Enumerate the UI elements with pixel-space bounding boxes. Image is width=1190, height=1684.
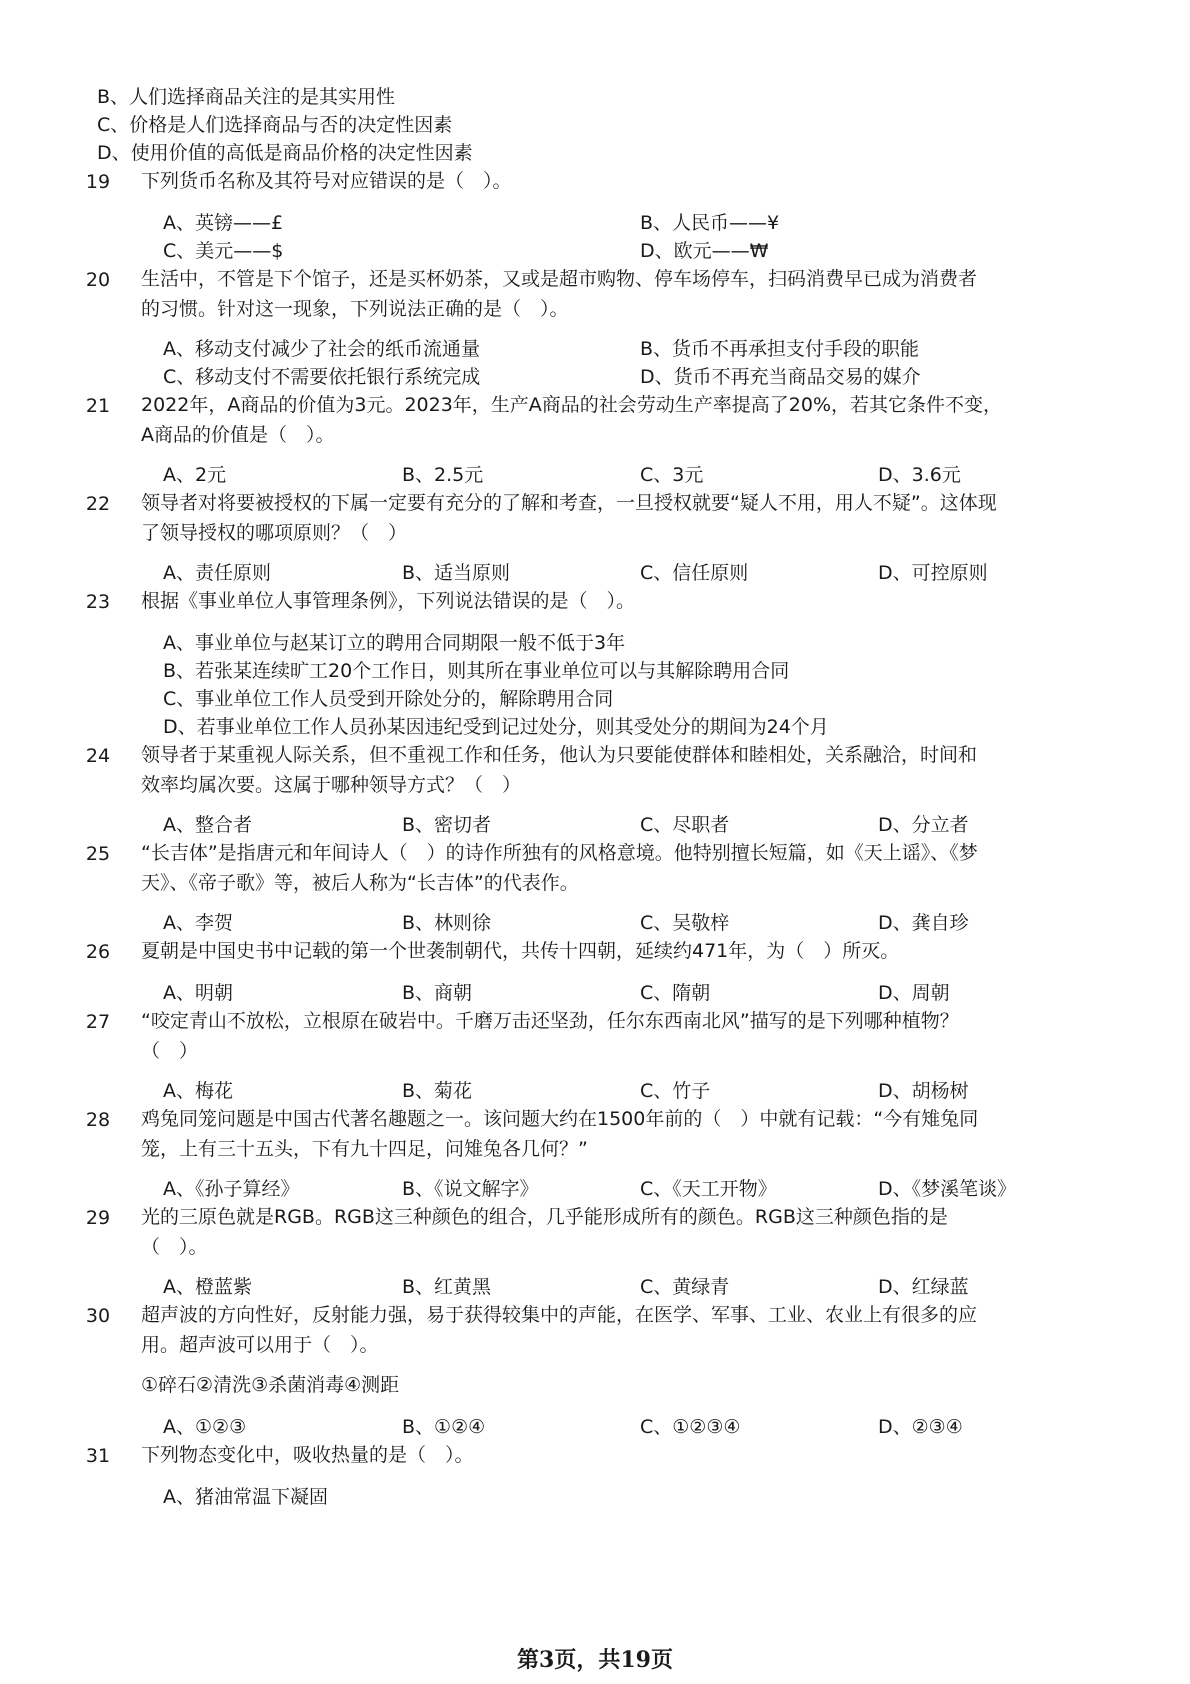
- question-stem: [141, 1006, 1084, 1066]
- option-b: B、菊花: [402, 1080, 473, 1102]
- stem-line: 夏朝是中国史书中记载的第一个世袭制朝代，共传十四朝，延续约471年，为（ ）所灭。: [141, 940, 900, 962]
- stem-line: （ ）: [141, 1040, 199, 1062]
- stem-line: A商品的价值是（ ）。: [141, 424, 335, 446]
- option-a: A、整合者: [163, 814, 252, 836]
- option-d: D、货币不再充当商品交易的媒介: [640, 366, 921, 388]
- question-number: 24: [85, 745, 111, 767]
- carry-option-d: D、使用价值的高低是商品价格的决定性因素: [97, 142, 473, 164]
- question-number: 26: [85, 941, 111, 963]
- question-stem: [141, 264, 1084, 324]
- option-c: C、信任原则: [640, 562, 749, 584]
- question-stem: [141, 1440, 1084, 1470]
- option-d: D、周朝: [878, 982, 950, 1004]
- stem-line: 2022年，A商品的价值为3元。2023年，生产A商品的社会劳动生产率提高了20%，若其它条件不变，: [141, 394, 1003, 416]
- option-b: B、人民币——¥: [640, 212, 780, 234]
- option-d: D、分立者: [878, 814, 969, 836]
- option-c: C、黄绿青: [640, 1276, 730, 1298]
- question-note: ①碎石②清洗③杀菌消毒④测距: [141, 1374, 400, 1396]
- question-stem: [141, 1104, 1084, 1164]
- option-b: B、林则徐: [402, 912, 492, 934]
- question-stem: [141, 166, 1084, 196]
- stem-line: （ ）。: [141, 1236, 208, 1258]
- option-b: B、适当原则: [402, 562, 511, 584]
- question-number: 25: [85, 843, 111, 865]
- option-b: B、密切者: [402, 814, 492, 836]
- option-a: A、2元: [163, 464, 227, 486]
- option-c: C、尽职者: [640, 814, 730, 836]
- option-c: C、①②③④: [640, 1416, 741, 1438]
- question-number: 30: [85, 1305, 111, 1327]
- page-footer: 第3页，共19页: [517, 1647, 673, 1673]
- question-stem: [141, 936, 1084, 966]
- option-b: B、2.5元: [402, 464, 484, 486]
- option-c: C、《天工开物》: [640, 1178, 777, 1200]
- option-a: A、移动支付减少了社会的纸币流通量: [163, 338, 480, 360]
- question-number: 28: [85, 1109, 111, 1131]
- stem-line: 的习惯。针对这一现象，下列说法正确的是（ ）。: [141, 298, 569, 320]
- option-c: C、事业单位工作人员受到开除处分的，解除聘用合同: [163, 688, 614, 710]
- stem-line: “长吉体”是指唐元和年间诗人（ ）的诗作所独有的风格意境。他特别擅长短篇，如《天上谣》、《梦: [141, 842, 978, 864]
- option-b: B、若张某连续旷工20个工作日，则其所在事业单位可以与其解除聘用合同: [163, 660, 790, 682]
- option-b: B、商朝: [402, 982, 473, 1004]
- stem-line: 鸡兔同笼问题是中国古代著名趣题之一。该问题大约在1500年前的（ ）中就有记载：“今有雉兔同: [141, 1108, 979, 1130]
- question-stem: [141, 838, 1084, 898]
- stem-line: 领导者于某重视人际关系，但不重视工作和任务，他认为只要能使群体和睦相处，关系融洽，时间和: [141, 744, 978, 766]
- option-a: A、①②③: [163, 1416, 247, 1438]
- option-a: A、橙蓝紫: [163, 1276, 252, 1298]
- option-a: A、明朝: [163, 982, 233, 1004]
- stem-line: 下列物态变化中，吸收热量的是（ ）。: [141, 1444, 474, 1466]
- stem-line: 了领导授权的哪项原则？（ ）: [141, 522, 408, 544]
- question-number: 19: [85, 171, 111, 193]
- option-d: D、若事业单位工作人员孙某因违纪受到记过处分，则其受处分的期间为24个月: [163, 716, 829, 738]
- option-d: D、胡杨树: [878, 1080, 969, 1102]
- option-b: B、①②④: [402, 1416, 486, 1438]
- option-c: C、3元: [640, 464, 704, 486]
- option-c: C、吴敬梓: [640, 912, 730, 934]
- option-c: C、美元——$: [163, 240, 284, 262]
- carry-option-c: C、价格是人们选择商品与否的决定性因素: [97, 114, 453, 136]
- option-c: C、隋朝: [640, 982, 711, 1004]
- option-d: D、3.6元: [878, 464, 961, 486]
- question-number: 23: [85, 591, 111, 613]
- option-c: C、移动支付不需要依托银行系统完成: [163, 366, 481, 388]
- option-d: D、欧元——₩: [640, 240, 769, 262]
- question-stem: [141, 390, 1084, 450]
- option-a: A、《孙子算经》: [163, 1178, 300, 1200]
- stem-line: 笼，上有三十五头，下有九十四足，问雉兔各几何？”: [141, 1138, 588, 1160]
- stem-line: 效率均属次要。这属于哪种领导方式？（ ）: [141, 774, 522, 796]
- question-stem: [141, 1300, 1084, 1360]
- stem-line: 用。超声波可以用于（ ）。: [141, 1334, 379, 1356]
- stem-line: 光的三原色就是RGB。RGB这三种颜色的组合，几乎能形成所有的颜色。RGB这三种颜色指的是: [141, 1206, 948, 1228]
- option-b: B、货币不再承担支付手段的职能: [640, 338, 920, 360]
- question-stem: [141, 1202, 1084, 1262]
- question-stem: [141, 586, 1084, 616]
- question-number: 29: [85, 1207, 111, 1229]
- question-number: 22: [85, 493, 111, 515]
- question-stem: [141, 488, 1084, 548]
- stem-line: “咬定青山不放松，立根原在破岩中。千磨万击还坚劲，任尔东西南北风”描写的是下列哪种植物？: [141, 1010, 959, 1032]
- option-d: D、可控原则: [878, 562, 988, 584]
- stem-line: 天》、《帝子歌》等，被后人称为“长吉体”的代表作。: [141, 872, 579, 894]
- question-stem: [141, 740, 1084, 800]
- option-d: D、②③④: [878, 1416, 963, 1438]
- option-a: A、英镑——£: [163, 212, 284, 234]
- option-a: A、李贺: [163, 912, 233, 934]
- stem-line: 生活中，不管是下个馆子，还是买杯奶茶，又或是超市购物、停车场停车，扫码消费早已成为消费者: [141, 268, 978, 290]
- question-number: 20: [85, 269, 111, 291]
- option-a: A、责任原则: [163, 562, 271, 584]
- stem-line: 根据《事业单位人事管理条例》，下列说法错误的是（ ）。: [141, 590, 636, 612]
- question-number: 27: [85, 1011, 111, 1033]
- question-number: 31: [85, 1445, 111, 1467]
- option-d: D、红绿蓝: [878, 1276, 969, 1298]
- carry-option-b: B、人们选择商品关注的是其实用性: [97, 86, 396, 108]
- option-b: B、《说文解字》: [402, 1178, 539, 1200]
- stem-line: 领导者对将要被授权的下属一定要有充分的了解和考查，一旦授权就要“疑人不用，用人不疑”。这体现: [141, 492, 997, 514]
- option-b: B、红黄黑: [402, 1276, 492, 1298]
- question-number: 21: [85, 395, 111, 417]
- option-a: A、梅花: [163, 1080, 233, 1102]
- option-a: A、猪油常温下凝固: [163, 1486, 328, 1508]
- stem-line: 超声波的方向性好，反射能力强，易于获得较集中的声能，在医学、军事、工业、农业上有很多的应: [141, 1304, 978, 1326]
- option-d: D、龚自珍: [878, 912, 969, 934]
- option-a: A、事业单位与赵某订立的聘用合同期限一般不低于3年: [163, 632, 626, 654]
- option-d: D、《梦溪笔谈》: [878, 1178, 1017, 1200]
- option-c: C、竹子: [640, 1080, 711, 1102]
- stem-line: 下列货币名称及其符号对应错误的是（ ）。: [141, 170, 512, 192]
